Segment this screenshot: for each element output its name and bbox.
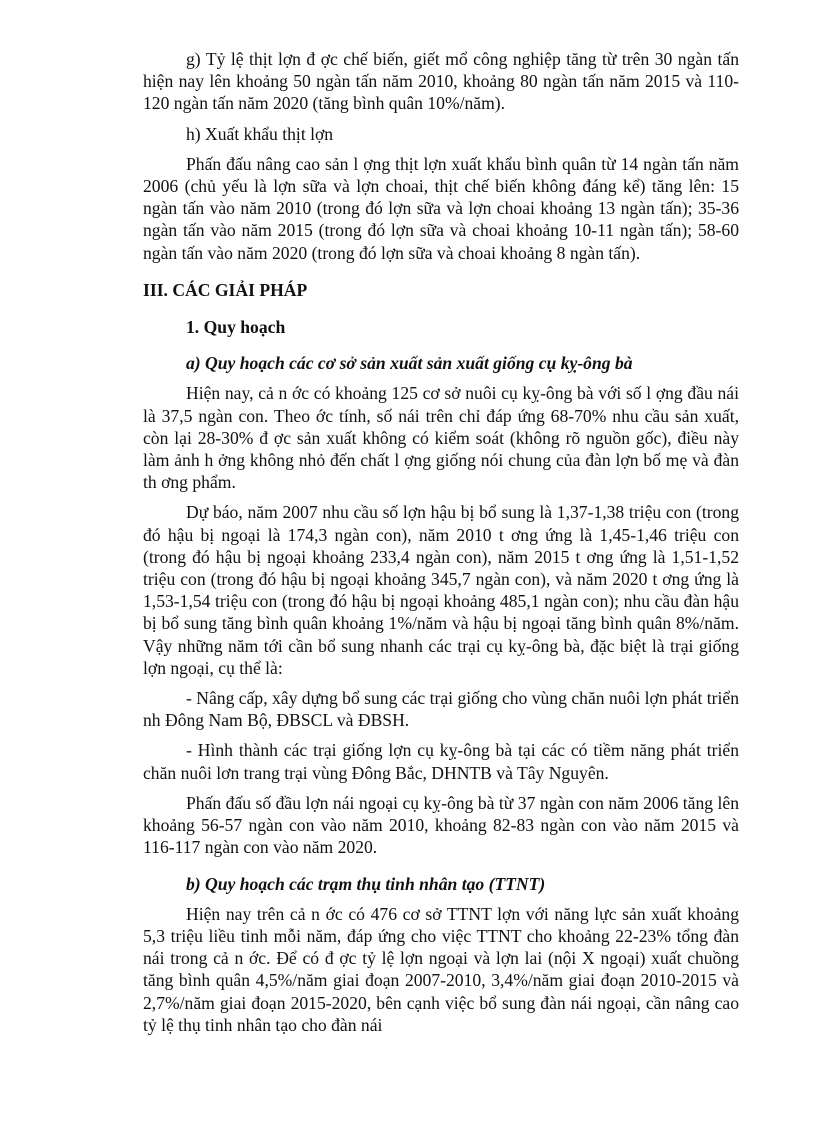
paragraph-b1: Hiện nay trên cả n ớc có 476 cơ sở TTNT lợn với năng lực sản xuất khoảng 5,3 triệu liều tinh mỗi năm, đáp ứng cho việc TTNT cho khoảng 22-23% tổng đàn nái trong cả n ớc. Để có đ ợc tỷ lệ lợn ngoại và lợn lai (nội X ngoại) xuất chuồng tăng bình quân 4,5%/năm giai đoạn 2007-2010, 3,4%/năm giai đoạn 2010-2015 và 2,7%/năm giai đoạn 2015-2020, bên cạnh việc bổ sung đàn nái ngoại, cần nâng cao tỷ lệ thụ tinh nhân tạo cho đàn nái xyxy=(143,903,739,1035)
document-page xyxy=(143,48,739,1036)
paragraph-a2: Dự báo, năm 2007 nhu cầu số lợn hậu bị bổ sung là 1,37-1,38 triệu con (trong đó hậu bị ngoại là 174,3 ngàn con), năm 2010 t ơng ứng là 1,45-1,46 triệu con (trong đó hậu bị ngoại khoảng 233,4 ngàn con), năm 2015 t ơng ứng là 1,51-1,52 triệu con (trong đó hậu bị ngoại khoảng 345,7 ngàn con), và năm 2020 t ơng ứng là 1,53-1,54 triệu con (trong đó hậu bị ngoại khoảng 485,1 ngàn con); nhu cầu đàn hậu bị bổ sung tăng bình quân khoảng 1%/năm và hậu bị ngoại tăng bình quân 8%/năm. Vậy những năm tới cần bổ sung nhanh các trại cụ kỵ-ông bà, đặc biệt là trại giống lợn ngoại, cụ thể là: xyxy=(143,502,739,678)
paragraph-h: h) Xuất khẩu thịt lợn xyxy=(186,123,334,144)
paragraph-g: g) Tỷ lệ thịt lợn đ ợc chế biến, giết mổ công nghiệp tăng từ trên 30 ngàn tấn hiện nay lên khoảng 50 ngàn tấn năm 2010, khoảng 80 ngàn tấn năm 2015 và 110-120 ngàn tấn năm 2020 (tăng bình quân 10%/năm). xyxy=(143,49,739,114)
paragraph-a1: Hiện nay, cả n ớc có khoảng 125 cơ sở nuôi cụ kỵ-ông bà với số l ợng đầu nái là 37,5 ngàn con. Theo ớc tính, số nái trên chỉ đáp ứng 68-70% nhu cầu sản xuất, còn lại 28-30% đ ợc sản xuất không có kiểm soát (không rõ nguồn gốc), điều này làm ảnh h ởng không nhỏ đến chất l ợng giống nói chung của đàn lợn bố mẹ và đàn th ơng phẩm. xyxy=(143,383,739,493)
subheading-ai-stations: b) Quy hoạch các trạm thụ tinh nhân tạo (TTNT) xyxy=(186,873,546,894)
paragraph-a3: - Nâng cấp, xây dựng bổ sung các trại giống cho vùng chăn nuôi lợn phát triển nh Đông Nam Bộ, ĐBSCL và ĐBSH. xyxy=(143,688,739,731)
paragraph-export: Phấn đấu nâng cao sản l ợng thịt lợn xuất khẩu bình quân từ 14 ngàn tấn năm 2006 (chủ yếu là lợn sữa và lợn choai, thịt chế biến không đáng kể) tăng lên: 15 ngàn tấn vào năm 2010 (trong đó lợn sữa và lợn choai khoảng 13 ngàn tấn); 35-36 ngàn tấn vào năm 2015 (trong đó lợn sữa và choai khoảng 10-11 ngàn tấn); 58-60 ngàn tấn vào năm 2020 (trong đó lợn sữa và choai khoảng 8 ngàn tấn). xyxy=(143,153,739,263)
subheading-breeding-farms: a) Quy hoạch các cơ sở sản xuất sản xuất giống cụ kỵ-ông bà xyxy=(186,353,633,374)
paragraph-a5: Phấn đấu số đầu lợn nái ngoại cụ kỵ-ông bà từ 37 ngàn con năm 2006 tăng lên khoảng 56-57 ngàn con vào năm 2010, khoảng 82-83 ngàn con vào năm 2015 và 116-117 ngàn con vào năm 2020. xyxy=(143,792,739,858)
section-heading: III. CÁC GIẢI PHÁP xyxy=(143,279,308,300)
subsection-heading-planning: 1. Quy hoạch xyxy=(186,317,286,338)
paragraph-a4: - Hình thành các trại giống lợn cụ kỵ-ông bà tại các có tiềm năng phát triển chăn nuôi lơn trang trại vùng Đông Bắc, DHNTB và Tây Nguyên. xyxy=(143,740,739,783)
